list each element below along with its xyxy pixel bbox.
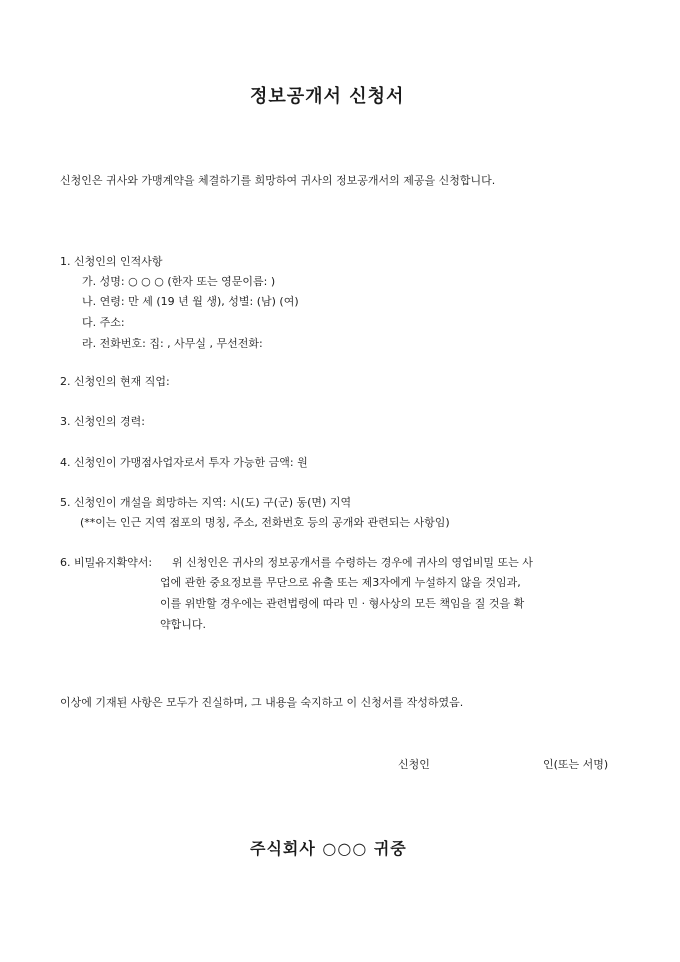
section1-address: 다. 주소: [82,316,125,329]
section6-line3: 이를 위반할 경우에는 관련법령에 따라 민 · 형사상의 모든 책임을 질 것을 확 [160,597,525,610]
section5-region: 5. 신청인이 개설을 희망하는 지역: 시(도) 구(군) 동(면) 지역 [60,496,352,509]
seal-label: 인(또는 서명) [543,758,609,771]
confirmation-text: 이상에 기재된 사항은 모두가 진실하며, 그 내용을 숙지하고 이 신청서를 작성하였음. [60,696,464,709]
intro-text: 신청인은 귀사와 가맹계약을 체결하기를 희망하여 귀사의 정보공개서의 제공을 신청합니다. [60,174,496,187]
section5-note: (**이는 인근 지역 점포의 명칭, 주소, 전화번호 등의 공개와 관련되는 사항임) [80,516,450,529]
section2-occupation: 2. 신청인의 현재 직업: [60,375,170,388]
section6-line1: 위 신청인은 귀사의 정보공개서를 수령하는 경우에 귀사의 영업비밀 또는 사 [172,556,533,569]
section4-investment: 4. 신청인이 가맹점사업자로서 투자 가능한 금액: 원 [60,456,308,469]
section3-career: 3. 신청인의 경력: [60,415,145,428]
document-title: 정보공개서 신청서 [250,86,405,107]
addressee: 주식회사 ○○○ 귀중 [250,839,407,858]
section6-label: 6. 비밀유지확약서: [60,556,153,569]
section1-name: 가. 성명: ○ ○ ○ (한자 또는 영문이름: ) [82,275,276,288]
section1-age: 나. 연령: 만 세 (19 년 월 생), 성별: (남) (여) [82,295,299,308]
section1-heading: 1. 신청인의 인적사항 [60,255,163,268]
section6-line4: 약합니다. [160,618,207,631]
section6-line2: 업에 관한 중요정보를 무단으로 유출 또는 제3자에게 누설하지 않을 것임과, [160,576,521,589]
applicant-label: 신청인 [398,758,430,771]
section1-phone: 라. 전화번호: 집: , 사무실 , 무선전화: [82,337,263,350]
